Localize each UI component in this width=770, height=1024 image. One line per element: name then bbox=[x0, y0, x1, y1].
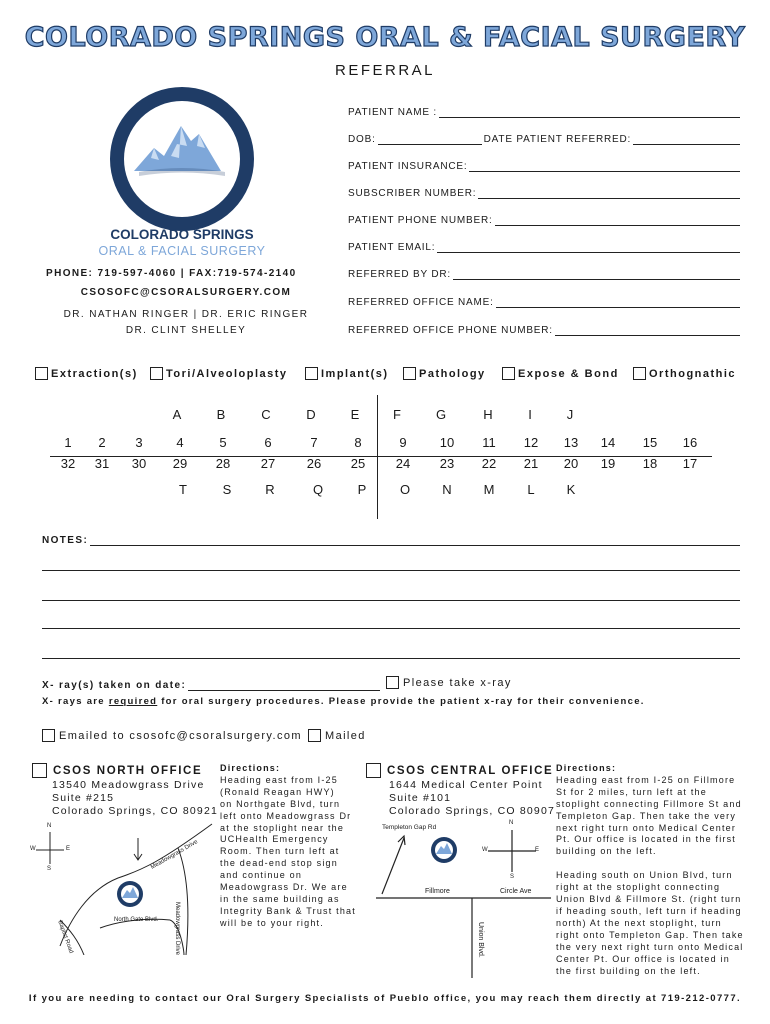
tooth-number[interactable]: 12 bbox=[523, 435, 539, 450]
tooth-chart-midline bbox=[377, 395, 378, 519]
map-east-label: E bbox=[535, 847, 540, 853]
directions-line: Integrity Bank & Trust that bbox=[220, 905, 356, 916]
notes-line[interactable] bbox=[42, 628, 740, 629]
map-west-label: W bbox=[30, 846, 36, 852]
tooth-number[interactable]: 14 bbox=[600, 435, 616, 450]
xray-requirement-note bbox=[42, 696, 742, 707]
procedure-tori[interactable] bbox=[150, 367, 288, 380]
directions-line: the dead-end stop sign bbox=[220, 858, 338, 869]
footer-note: If you are needing to contact our Oral Surgery Specialists of Pueblo office, you may reach them directly at 719-212-0777. bbox=[28, 993, 742, 1004]
patient-phone-field[interactable] bbox=[348, 210, 740, 226]
map-road-label: Circle Ave bbox=[500, 888, 532, 895]
dob-field[interactable] bbox=[348, 129, 740, 145]
xray-req-prefix: X- rays are bbox=[42, 696, 109, 707]
north-directions-title: Directions: bbox=[220, 763, 281, 773]
tooth-number[interactable]: 15 bbox=[642, 435, 658, 450]
notes-line[interactable] bbox=[42, 600, 740, 601]
tooth-letter[interactable]: M bbox=[483, 482, 495, 497]
logo bbox=[109, 86, 255, 232]
tooth-letter[interactable]: P bbox=[357, 482, 367, 497]
map-west-label: W bbox=[482, 847, 488, 853]
referred-by-field[interactable] bbox=[348, 264, 740, 280]
tooth-number[interactable]: 31 bbox=[94, 456, 110, 471]
xray-date-label: X- ray(s) taken on date: bbox=[42, 680, 187, 691]
emailed-checkbox[interactable] bbox=[42, 729, 55, 742]
patient-email-field[interactable] bbox=[348, 237, 740, 253]
notes-field[interactable] bbox=[42, 532, 740, 546]
extraction-checkbox[interactable] bbox=[35, 367, 48, 380]
office-phone-input[interactable] bbox=[555, 324, 740, 336]
map-road-label: Meadowgrass Drive bbox=[174, 902, 180, 956]
procedure-pathology[interactable] bbox=[403, 367, 486, 380]
tooth-number[interactable]: 2 bbox=[98, 435, 106, 450]
map-south-label: S bbox=[47, 866, 52, 872]
north-office-address bbox=[52, 779, 218, 818]
procedure-label: Tori/Alveoloplasty bbox=[166, 367, 288, 380]
procedure-label: Extraction(s) bbox=[51, 367, 138, 380]
tooth-letter[interactable]: L bbox=[527, 482, 535, 497]
expose-bond-checkbox[interactable] bbox=[502, 367, 515, 380]
implant-checkbox[interactable] bbox=[305, 367, 318, 380]
tooth-letter[interactable]: F bbox=[393, 407, 401, 422]
directions-line: Heading east from I-25 on Fillmore bbox=[556, 774, 736, 785]
logo-tagline: ORAL & FACIAL SURGERY bbox=[98, 244, 266, 258]
xray-date-field[interactable] bbox=[42, 677, 380, 691]
patient-phone-input[interactable] bbox=[495, 214, 740, 226]
tooth-number[interactable]: 17 bbox=[682, 456, 698, 471]
referred-by-input[interactable] bbox=[453, 268, 740, 280]
map-south-label: S bbox=[510, 874, 515, 880]
directions-line: in the same building as bbox=[220, 893, 340, 904]
tooth-number[interactable]: 11 bbox=[482, 435, 496, 450]
directions-line: (Ronald Reagan HWY) bbox=[220, 786, 335, 797]
tooth-number[interactable]: 23 bbox=[439, 456, 455, 471]
tooth-number[interactable]: 1 bbox=[64, 435, 72, 450]
tooth-letter[interactable]: H bbox=[483, 407, 493, 422]
procedure-label: Implant(s) bbox=[321, 367, 389, 380]
orthognathic-checkbox[interactable] bbox=[633, 367, 646, 380]
map-road-label: Baptist Road bbox=[56, 920, 74, 955]
tooth-letter[interactable]: T bbox=[179, 482, 187, 497]
pathology-checkbox[interactable] bbox=[403, 367, 416, 380]
tooth-number[interactable]: 20 bbox=[563, 456, 579, 471]
office-phone-label: REFERRED OFFICE PHONE NUMBER: bbox=[348, 325, 553, 336]
subscriber-field[interactable] bbox=[348, 183, 740, 199]
tooth-number[interactable]: 7 bbox=[310, 435, 318, 450]
north-address-line: 13540 Meadowgrass Drive bbox=[52, 779, 205, 791]
tori-checkbox[interactable] bbox=[150, 367, 163, 380]
emailed-option[interactable] bbox=[42, 729, 302, 742]
logo-mountain-icon bbox=[109, 86, 255, 232]
north-office-checkbox[interactable] bbox=[32, 763, 47, 778]
map-north-label: N bbox=[47, 823, 52, 829]
tooth-number[interactable]: 26 bbox=[306, 456, 322, 471]
tooth-letter[interactable]: N bbox=[442, 482, 452, 497]
tooth-letter[interactable]: D bbox=[306, 407, 316, 422]
north-address-line: Suite #215 bbox=[52, 792, 115, 804]
directions-line: Meadowgrass Dr. We are bbox=[220, 882, 348, 893]
date-referred-input[interactable] bbox=[633, 133, 740, 145]
map-north-label: N bbox=[509, 820, 514, 826]
directions-line: UCHealth Emergency bbox=[220, 834, 329, 845]
tooth-number[interactable]: 19 bbox=[600, 456, 616, 471]
form-subtitle: REFERRAL bbox=[334, 62, 436, 79]
directions-line: the very next right turn onto Medical bbox=[556, 941, 744, 952]
central-office-checkbox[interactable] bbox=[366, 763, 381, 778]
map-road-label: Union Blvd. bbox=[477, 922, 484, 958]
xray-req-emphasis: required bbox=[108, 696, 158, 707]
doctors-line-2: DR. CLINT SHELLEY bbox=[125, 325, 247, 336]
office-name-label: REFERRED OFFICE NAME: bbox=[348, 297, 494, 308]
tooth-letter[interactable]: G bbox=[435, 407, 447, 422]
tooth-letter[interactable]: A bbox=[172, 407, 182, 422]
directions-line: Heading east from I-25 bbox=[220, 774, 338, 785]
tooth-number[interactable]: 29 bbox=[172, 456, 188, 471]
office-name-field[interactable] bbox=[348, 292, 740, 308]
directions-line: left onto Meadowgrass Dr bbox=[220, 810, 352, 821]
procedure-label: Orthognathic bbox=[649, 367, 737, 380]
mailed-checkbox[interactable] bbox=[308, 729, 321, 742]
office-name-input[interactable] bbox=[496, 296, 740, 308]
tooth-number[interactable]: 30 bbox=[131, 456, 147, 471]
tooth-number[interactable]: 16 bbox=[682, 435, 698, 450]
directions-line: on Northgate Blvd, turn bbox=[220, 798, 341, 809]
tooth-letter[interactable]: I bbox=[528, 407, 532, 422]
referred-by-label: REFERRED BY DR: bbox=[348, 269, 451, 280]
emailed-label: Emailed to csosofc@csoralsurgery.com bbox=[59, 729, 302, 742]
procedure-label: Pathology bbox=[419, 367, 486, 380]
tooth-number[interactable]: 5 bbox=[219, 435, 227, 450]
directions-line: right at the stoplight connecting bbox=[556, 882, 721, 893]
directions-line: building on the left. bbox=[556, 846, 657, 857]
insurance-label: PATIENT INSURANCE: bbox=[348, 161, 468, 172]
tooth-number[interactable]: 9 bbox=[399, 435, 407, 450]
central-address-line: 1644 Medical Center Point bbox=[389, 779, 543, 791]
notes-line[interactable] bbox=[42, 658, 740, 659]
tooth-number[interactable]: 8 bbox=[354, 435, 362, 450]
tooth-letter[interactable]: S bbox=[222, 482, 232, 497]
mailed-option[interactable] bbox=[308, 729, 366, 742]
patient-name-input[interactable] bbox=[439, 106, 740, 118]
directions-line: right onto Templeton Gap. Then take bbox=[556, 929, 744, 940]
tooth-number[interactable]: 13 bbox=[563, 435, 579, 450]
notes-input[interactable] bbox=[90, 536, 740, 546]
tooth-number[interactable]: 32 bbox=[60, 456, 76, 471]
directions-line: the first building on the left. bbox=[556, 965, 701, 976]
tooth-letter[interactable]: Q bbox=[312, 482, 324, 497]
tooth-letter[interactable]: E bbox=[350, 407, 360, 422]
tooth-letter[interactable]: B bbox=[216, 407, 226, 422]
directions-line: will be to your right. bbox=[220, 917, 324, 928]
directions-line: Center Pt. Our office is located in bbox=[556, 953, 730, 964]
tooth-number[interactable]: 6 bbox=[264, 435, 272, 450]
directions-line: at the stoplight near the bbox=[220, 822, 345, 833]
tooth-number[interactable]: 27 bbox=[260, 456, 276, 471]
subscriber-label: SUBSCRIBER NUMBER: bbox=[348, 188, 477, 199]
xray-date-input[interactable] bbox=[188, 681, 380, 691]
north-office-map bbox=[30, 820, 215, 955]
tooth-number[interactable]: 24 bbox=[395, 456, 411, 471]
directions-line: Heading south on Union Blvd, turn bbox=[556, 870, 733, 881]
insurance-input[interactable] bbox=[469, 160, 740, 172]
directions-line: Pt. Our office is located in the first bbox=[556, 834, 736, 845]
procedure-orthognathic[interactable] bbox=[633, 367, 736, 380]
directions-line: if heading south, left turn if heading bbox=[556, 905, 742, 916]
notes-label: NOTES: bbox=[42, 535, 89, 546]
tooth-chart bbox=[0, 395, 770, 525]
map-road-label: Fillmore bbox=[425, 888, 450, 895]
patient-name-field[interactable] bbox=[348, 102, 740, 118]
please-take-xray-option[interactable] bbox=[386, 676, 512, 689]
contact-phone: PHONE: 719-597-4060 | FAX:719-574-2140 bbox=[46, 268, 297, 279]
tooth-number[interactable]: 3 bbox=[135, 435, 143, 450]
tooth-letter[interactable]: R bbox=[265, 482, 275, 497]
xray-req-suffix: for oral surgery procedures. Please provide the patient x-ray for their convenience. bbox=[157, 696, 645, 707]
insurance-field[interactable] bbox=[348, 156, 740, 172]
central-address-line: Colorado Springs, CO 80907 bbox=[389, 805, 556, 817]
patient-phone-label: PATIENT PHONE NUMBER: bbox=[348, 215, 493, 226]
map-road-label: Templeton Gap Rd bbox=[382, 824, 437, 831]
map-east-label: E bbox=[66, 846, 71, 852]
central-directions bbox=[556, 763, 746, 977]
tooth-letter[interactable]: C bbox=[261, 407, 271, 422]
subscriber-input[interactable] bbox=[478, 187, 740, 199]
mailed-label: Mailed bbox=[325, 729, 366, 742]
dob-label: DOB: bbox=[348, 134, 376, 145]
procedure-implant[interactable] bbox=[305, 367, 389, 380]
office-phone-field[interactable] bbox=[348, 320, 740, 336]
patient-email-input[interactable] bbox=[437, 241, 740, 253]
tooth-number[interactable]: 18 bbox=[642, 456, 658, 471]
tooth-number[interactable]: 21 bbox=[523, 456, 539, 471]
central-office-address bbox=[389, 779, 555, 818]
directions-line: and continue on bbox=[220, 870, 303, 881]
tooth-number[interactable]: 28 bbox=[215, 456, 231, 471]
procedure-extraction[interactable] bbox=[35, 367, 138, 380]
tooth-number[interactable]: 22 bbox=[481, 456, 497, 471]
doctors-line-1: DR. NATHAN RINGER | DR. ERIC RINGER bbox=[63, 309, 309, 320]
patient-name-label: PATIENT NAME : bbox=[348, 107, 437, 118]
procedure-expose-bond[interactable] bbox=[502, 367, 619, 380]
contact-email[interactable]: CSOSOFC@CSORALSURGERY.COM bbox=[80, 287, 292, 298]
tooth-letter[interactable]: O bbox=[399, 482, 411, 497]
tooth-number[interactable]: 10 bbox=[439, 435, 455, 450]
dob-input[interactable] bbox=[378, 133, 482, 145]
tooth-number[interactable]: 4 bbox=[176, 435, 184, 450]
notes-line[interactable] bbox=[42, 570, 740, 571]
north-office-option[interactable] bbox=[32, 763, 202, 778]
directions-line: Templeton Gap. Then take the very bbox=[556, 810, 737, 821]
page-title: COLORADO SPRINGS ORAL & FACIAL SURGERY bbox=[24, 22, 746, 53]
map-road-label: Meadowgrass Drive bbox=[150, 839, 199, 871]
patient-email-label: PATIENT EMAIL: bbox=[348, 242, 436, 253]
central-office-option[interactable] bbox=[366, 763, 553, 778]
map-road-label: North Gate Blvd. bbox=[114, 917, 159, 923]
central-directions-title: Directions: bbox=[556, 763, 617, 773]
central-address-line: Suite #101 bbox=[389, 792, 452, 804]
central-office-title: CSOS CENTRAL OFFICE bbox=[387, 764, 554, 777]
tooth-letter[interactable]: J bbox=[566, 407, 574, 422]
north-office-title: CSOS NORTH OFFICE bbox=[53, 764, 203, 777]
please-take-xray-label: Please take x-ray bbox=[403, 676, 512, 689]
directions-line: Room. Then turn left at bbox=[220, 846, 340, 857]
directions-line: north) At the next stoplight, turn bbox=[556, 917, 722, 928]
logo-name: COLORADO SPRINGS bbox=[110, 227, 254, 242]
date-referred-label: DATE PATIENT REFERRED: bbox=[483, 134, 632, 145]
tooth-letter[interactable]: K bbox=[566, 482, 576, 497]
north-directions bbox=[220, 763, 360, 930]
directions-line: stoplight connecting Fillmore St and bbox=[556, 798, 742, 809]
north-address-line: Colorado Springs, CO 80921 bbox=[52, 805, 219, 817]
directions-line: next right turn onto Medical Center bbox=[556, 822, 737, 833]
procedure-label: Expose & Bond bbox=[518, 367, 619, 380]
tooth-number[interactable]: 25 bbox=[350, 456, 366, 471]
directions-line: Union Blvd & Fillmore St. (right turn bbox=[556, 894, 742, 905]
central-office-map bbox=[376, 818, 551, 978]
directions-line: St for 2 miles, turn left at the bbox=[556, 786, 707, 797]
please-take-xray-checkbox[interactable] bbox=[386, 676, 399, 689]
